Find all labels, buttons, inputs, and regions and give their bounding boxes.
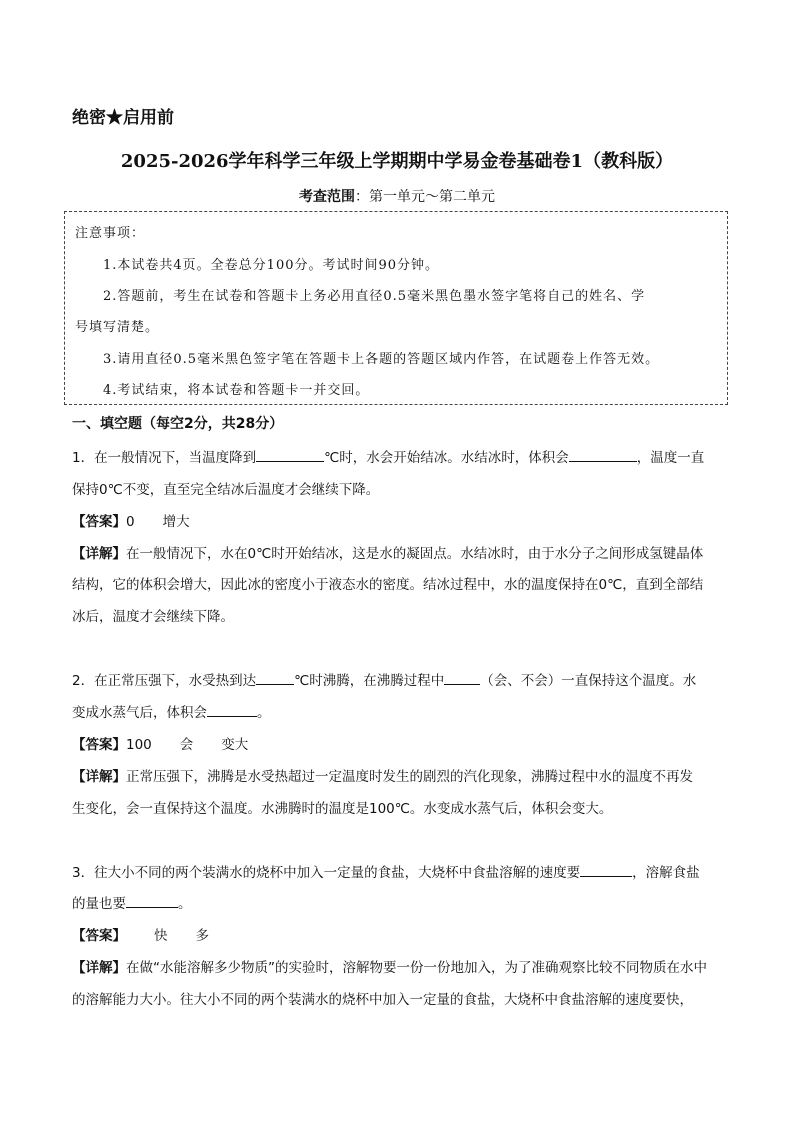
exam-title: 2025-2026学年科学三年级上学期期中学易金卷基础卷1（教科版） (120, 151, 674, 172)
detail-text: 正常压强下，沸腾是水受热超过一定温度时发生的剧烈的汽化现象，沸腾过程中水的温度不再发 (126, 769, 693, 785)
answer-label: 【答案】 (72, 928, 126, 944)
question-3-detail-line: 的溶解能力大小。往大小不同的两个装满水的烧杯中加入一定量的食盐，大烧杯中食盐溶解的速度要快， (72, 992, 693, 1008)
answer-label: 【答案】 (72, 737, 126, 753)
question-2-detail-line: 生变化，会一直保持这个温度。水沸腾时的温度是100℃。水变成水蒸气后，体积会变大。 (72, 801, 613, 817)
question-3-detail-line (72, 956, 707, 976)
answer-blank (256, 449, 324, 462)
question-text: ，温度一直 (636, 450, 705, 466)
question-1-answer (72, 510, 190, 530)
notice-box (64, 211, 728, 405)
question-1-detail-line (72, 542, 703, 562)
answer-value: 增大 (162, 514, 190, 530)
detail-text: 在一般情况下，水在0℃时开始结冰，这是水的凝固点。水结冰时，由于水分子之间形成氢键晶体 (126, 546, 704, 562)
notice-item: 2.答题前，考生在试卷和答题卡上务必用直径0.5毫米黑色墨水签字笔将自己的姓名、学 (103, 289, 646, 304)
exam-scope (0, 186, 794, 206)
question-text: ℃时沸腾，在沸腾过程中 (294, 673, 445, 689)
question-text: 。 (257, 705, 271, 721)
detail-text: 在做“水能溶解多少物质”的实验时，溶解物要一份一份地加入，为了准确观察比较不同物质在水中 (126, 960, 707, 976)
question-text: 1．在一般情况下，当温度降到 (72, 450, 257, 466)
answer-blank (256, 672, 294, 685)
detail-label: 【详解】 (72, 546, 126, 562)
notice-item: 1.本试卷共4页。全卷总分100分。考试时间90分钟。 (103, 258, 440, 273)
detail-label: 【详解】 (72, 769, 126, 785)
question-text: ，溶解食盐 (632, 865, 700, 881)
question-2-line-2 (72, 701, 271, 721)
question-text: ℃时，水会开始结冰。水结冰时，体积会 (324, 450, 569, 466)
notice-item: 4.考试结束，将本试卷和答题卡一并交回。 (103, 383, 370, 398)
notice-item: 3.请用直径0.5毫米黑色签字笔在答题卡上各题的答题区域内作答，在试题卷上作答无效。 (103, 352, 660, 367)
scope-label: 考查范围 (299, 189, 355, 205)
answer-value: 变大 (221, 737, 249, 753)
answer-value: 多 (195, 928, 209, 944)
question-1-line-1 (72, 446, 704, 466)
question-1-detail-line: 结构，它的体积会增大，因此冰的密度小于液态水的密度。结冰过程中，水的温度保持在0℃，直到全部结 (72, 577, 704, 593)
question-text: 3．往大小不同的两个装满水的烧杯中加入一定量的食盐，大烧杯中食盐溶解的速度要 (72, 865, 581, 881)
question-1-detail-line: 冰后，温度才会继续下降。 (72, 609, 234, 625)
answer-value: 100 (126, 737, 152, 753)
question-3-answer (72, 924, 209, 944)
question-text: 变成水蒸气后，体积会 (72, 705, 207, 721)
answer-blank (444, 672, 480, 685)
detail-label: 【详解】 (72, 960, 126, 976)
confidential-mark: 绝密★启用前 (72, 108, 174, 128)
question-3-line-1 (72, 861, 700, 881)
notice-heading: 注意事项： (75, 226, 146, 241)
answer-blank (207, 704, 257, 717)
question-text: 。 (178, 896, 192, 912)
answer-blank (569, 449, 637, 462)
answer-label: 【答案】 (72, 514, 126, 530)
question-2-line-1 (72, 669, 696, 689)
answer-value: 会 (179, 737, 194, 753)
answer-value: 快 (154, 928, 168, 944)
scope-value: ：第一单元～第二单元 (355, 189, 495, 205)
question-1-line-2: 保持0℃不变，直至完全结冰后温度才会继续下降。 (72, 482, 380, 498)
notice-item: 号填写清楚。 (75, 320, 160, 335)
question-text: 2．在正常压强下，水受热到达 (72, 673, 257, 689)
question-text: （会、不会）一直保持这个温度。水 (480, 673, 697, 689)
answer-blank (580, 864, 632, 877)
question-2-detail-line (72, 765, 693, 785)
answer-blank (126, 895, 178, 908)
question-3-line-2 (72, 892, 192, 912)
question-text: 的量也要 (72, 896, 126, 912)
answer-value: 0 (126, 514, 135, 530)
question-2-answer (72, 733, 248, 753)
section-heading: 一、填空题（每空2分，共28分） (72, 416, 284, 432)
